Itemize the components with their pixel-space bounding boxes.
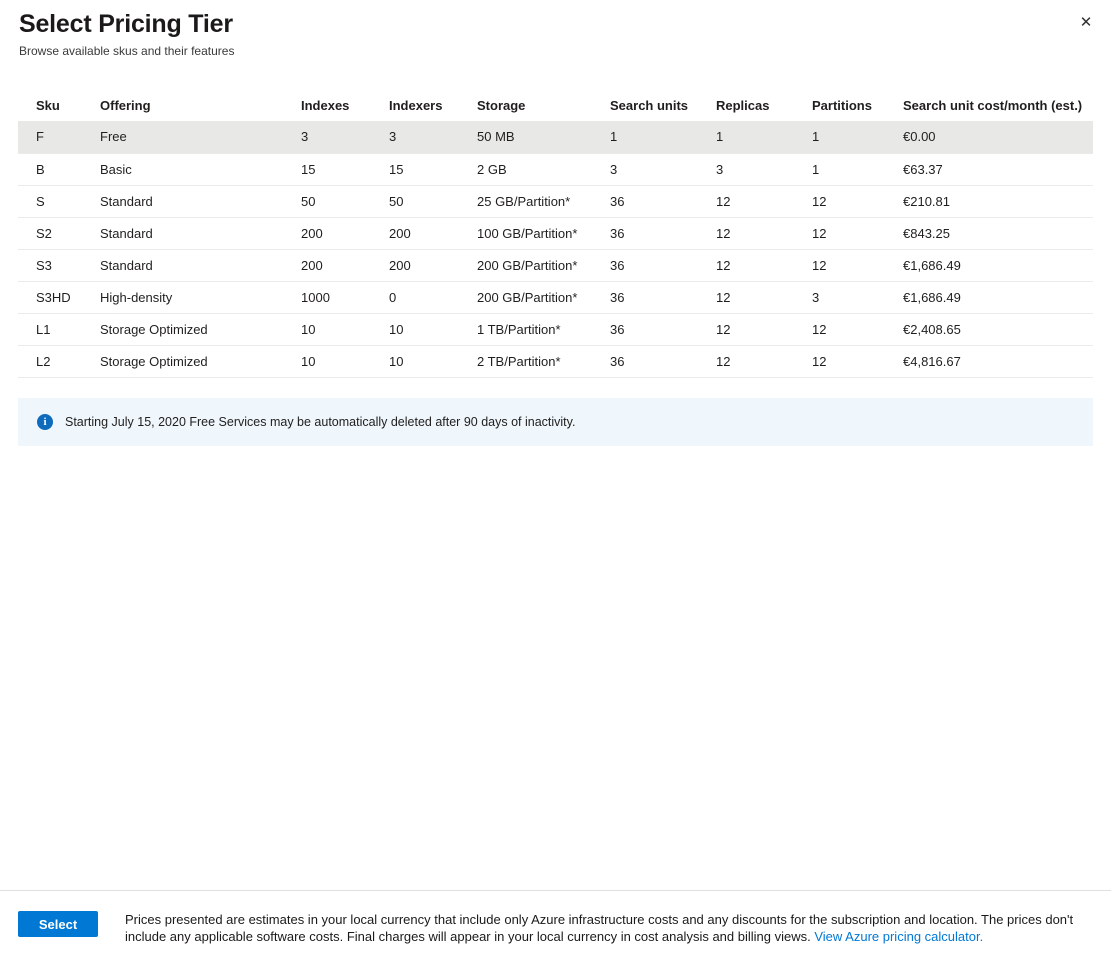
- cell-search-units: 36: [610, 353, 625, 369]
- cell-replicas: 12: [716, 353, 731, 369]
- cell-storage: 50 MB: [477, 129, 515, 145]
- cell-search-units: 3: [610, 161, 618, 177]
- table-row-s3[interactable]: [18, 249, 1093, 281]
- cell-offering: High-density: [100, 289, 173, 305]
- cell-replicas: 12: [716, 289, 731, 305]
- cell-indexes: 10: [301, 353, 316, 369]
- cell-indexers: 50: [389, 193, 404, 209]
- column-header-indexes: Indexes: [301, 97, 350, 113]
- page-subtitle: Browse available skus and their features: [19, 44, 235, 58]
- cell-offering: Standard: [100, 193, 153, 209]
- pricing-disclaimer: [125, 911, 1093, 945]
- cell-partitions: 12: [812, 257, 827, 273]
- cell-indexes: 200: [301, 257, 323, 273]
- cell-offering: Standard: [100, 225, 153, 241]
- cell-replicas: 12: [716, 225, 731, 241]
- cell-search-units: 36: [610, 257, 625, 273]
- cell-storage: 100 GB/Partition*: [477, 225, 578, 241]
- cell-indexes: 1000: [301, 289, 330, 305]
- cell-sku: S2: [36, 225, 52, 241]
- cell-indexes: 200: [301, 225, 323, 241]
- cell-search-units: 36: [610, 193, 625, 209]
- table-header-row: [18, 89, 1093, 121]
- cell-partitions: 12: [812, 225, 827, 241]
- cell-cost: €843.25: [903, 225, 950, 241]
- cell-search-units: 1: [610, 129, 618, 145]
- cell-cost: €1,686.49: [903, 289, 961, 305]
- table-row-s[interactable]: [18, 185, 1093, 217]
- cell-sku: L1: [36, 321, 51, 337]
- cell-sku: S3HD: [36, 289, 71, 305]
- cell-partitions: 12: [812, 353, 827, 369]
- page-title: Select Pricing Tier: [19, 10, 233, 38]
- cell-storage: 1 TB/Partition*: [477, 321, 561, 337]
- column-header-offering: Offering: [100, 97, 151, 113]
- pricing-table: [18, 89, 1093, 378]
- cell-partitions: 1: [812, 129, 820, 145]
- table-row-s3hd[interactable]: [18, 281, 1093, 313]
- cell-storage: 2 TB/Partition*: [477, 353, 561, 369]
- table-row-b[interactable]: [18, 153, 1093, 185]
- table-row-s2[interactable]: [18, 217, 1093, 249]
- table-row-l2[interactable]: [18, 345, 1093, 377]
- info-banner-text: Starting July 15, 2020 Free Services may be automatically deleted after 90 days of inactivity.: [65, 414, 576, 429]
- cell-search-units: 36: [610, 225, 625, 241]
- cell-offering: Standard: [100, 257, 153, 273]
- column-header-partitions: Partitions: [812, 97, 872, 113]
- cell-sku: B: [36, 161, 45, 177]
- cell-partitions: 12: [812, 193, 827, 209]
- cell-sku: L2: [36, 353, 51, 369]
- cell-indexes: 10: [301, 321, 316, 337]
- disclaimer-text: Prices presented are estimates in your local currency that include only Azure infrastructure costs and any discounts for the subscription and location. The prices don't include any applicable software costs. Final charges will appear in your local currency in cost analysis and billing views.: [125, 912, 1074, 944]
- column-header-search-units: Search units: [610, 97, 689, 113]
- close-icon: ✕: [1079, 14, 1093, 31]
- cell-indexers: 10: [389, 353, 404, 369]
- cell-storage: 25 GB/Partition*: [477, 193, 571, 209]
- pricing-calculator-link[interactable]: View Azure pricing calculator.: [814, 929, 984, 944]
- cell-partitions: 1: [812, 161, 820, 177]
- cell-cost: €210.81: [903, 193, 950, 209]
- cell-search-units: 36: [610, 321, 625, 337]
- cell-cost: €1,686.49: [903, 257, 961, 273]
- cell-sku: S: [36, 193, 45, 209]
- cell-indexers: 10: [389, 321, 404, 337]
- cell-replicas: 12: [716, 193, 731, 209]
- cell-offering: Basic: [100, 161, 132, 177]
- dialog-footer: [0, 890, 1111, 945]
- cell-replicas: 12: [716, 257, 731, 273]
- column-header-replicas: Replicas: [716, 97, 770, 113]
- cell-partitions: 3: [812, 289, 820, 305]
- cell-indexers: 0: [389, 289, 397, 305]
- cell-sku: F: [36, 129, 44, 145]
- column-header-indexers: Indexers: [389, 97, 443, 113]
- cell-indexes: 50: [301, 193, 316, 209]
- close-button[interactable]: [1075, 12, 1097, 34]
- cell-cost: €4,816.67: [903, 353, 961, 369]
- cell-storage: 200 GB/Partition*: [477, 257, 578, 273]
- cell-indexers: 15: [389, 161, 404, 177]
- dialog-header: [0, 0, 1111, 58]
- cell-storage: 2 GB: [477, 161, 507, 177]
- cell-cost: €0.00: [903, 129, 936, 145]
- cell-offering: Storage Optimized: [100, 353, 208, 369]
- cell-offering: Free: [100, 129, 127, 145]
- cell-sku: S3: [36, 257, 52, 273]
- column-header-cost: Search unit cost/month (est.): [903, 97, 1083, 113]
- table-row-l1[interactable]: [18, 313, 1093, 345]
- cell-partitions: 12: [812, 321, 827, 337]
- table-row-f[interactable]: [18, 121, 1093, 153]
- cell-cost: €63.37: [903, 161, 943, 177]
- info-icon: i: [37, 414, 53, 430]
- cell-cost: €2,408.65: [903, 321, 961, 337]
- cell-replicas: 12: [716, 321, 731, 337]
- column-header-storage: Storage: [477, 97, 526, 113]
- column-header-sku: Sku: [36, 97, 60, 113]
- cell-search-units: 36: [610, 289, 625, 305]
- cell-indexes: 3: [301, 129, 309, 145]
- cell-replicas: 3: [716, 161, 724, 177]
- cell-offering: Storage Optimized: [100, 321, 208, 337]
- cell-indexers: 200: [389, 257, 411, 273]
- select-button[interactable]: Select: [18, 911, 98, 937]
- cell-storage: 200 GB/Partition*: [477, 289, 578, 305]
- info-banner: [18, 398, 1093, 446]
- cell-indexes: 15: [301, 161, 316, 177]
- cell-indexers: 200: [389, 225, 411, 241]
- cell-indexers: 3: [389, 129, 397, 145]
- cell-replicas: 1: [716, 129, 724, 145]
